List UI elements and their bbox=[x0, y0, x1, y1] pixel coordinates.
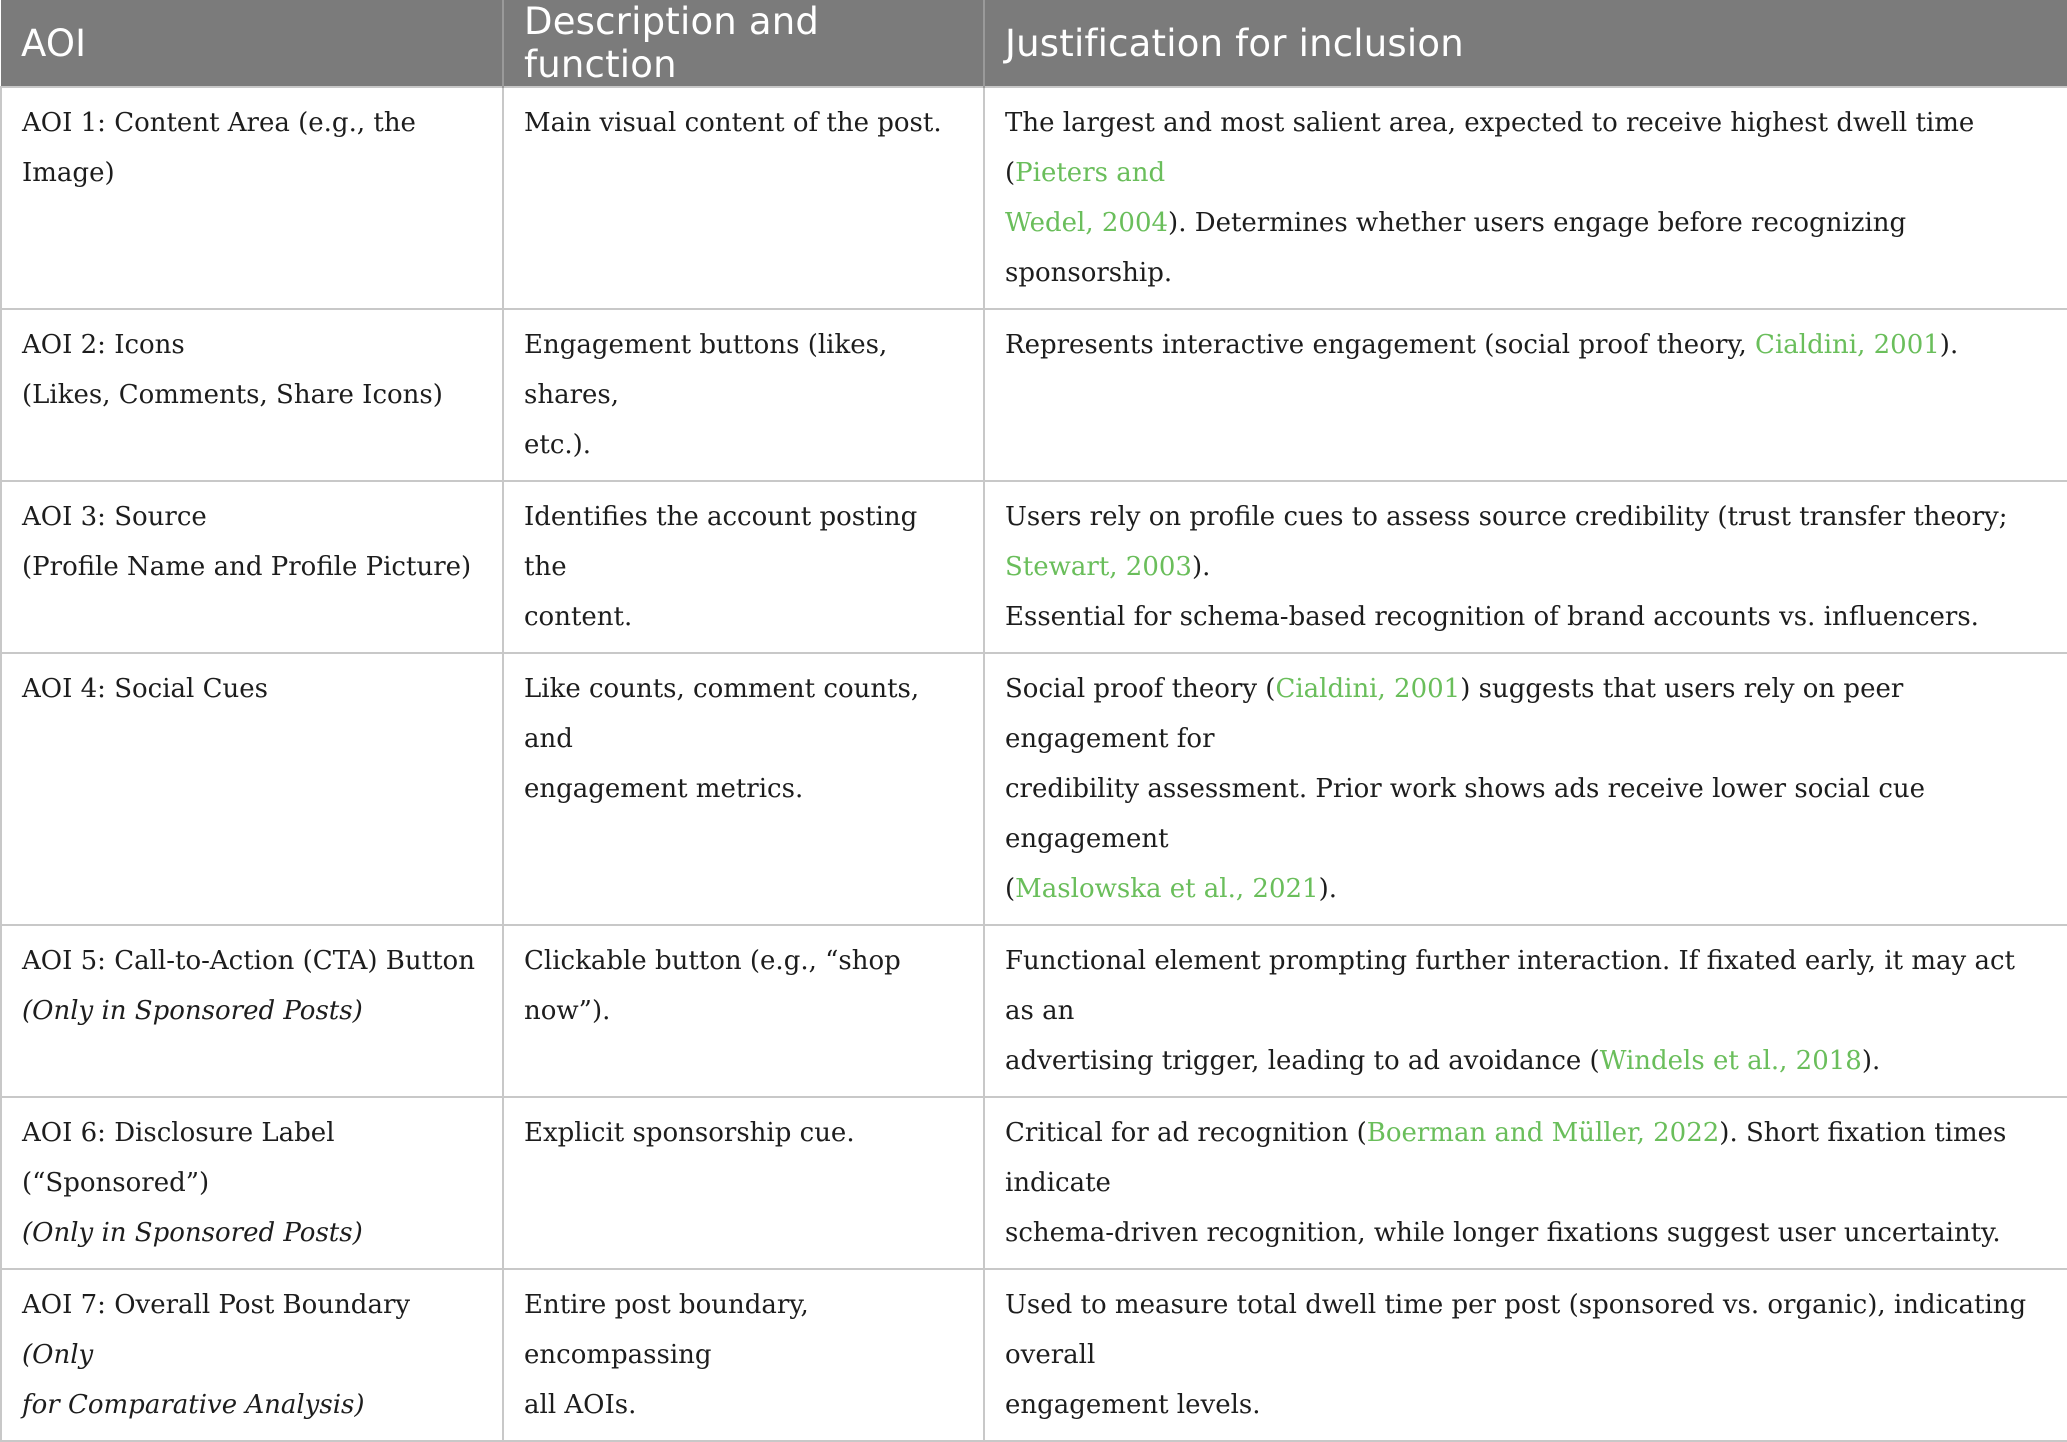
table-row bbox=[1, 1097, 2067, 1269]
aoi-cell bbox=[1, 1269, 503, 1441]
aoi-cell bbox=[1, 653, 503, 925]
description-text: Explicit sponsorship cue. bbox=[524, 1118, 855, 1148]
aoi-cell bbox=[1, 481, 503, 653]
table-row bbox=[1, 653, 2067, 925]
description-text: Identifies the account posting the bbox=[524, 502, 918, 582]
table-header bbox=[1, 0, 2067, 87]
aoi-cell bbox=[1, 925, 503, 1097]
description-cell bbox=[503, 309, 984, 481]
description-text: all AOIs. bbox=[524, 1390, 637, 1420]
justification-text: Critical for ad recognition ( bbox=[1005, 1118, 1367, 1148]
aoi-label: AOI 4: Social Cues bbox=[22, 674, 268, 704]
table-row bbox=[1, 87, 2067, 309]
citation-link[interactable]: Pieters and bbox=[1015, 158, 1166, 188]
table-body bbox=[1, 87, 2067, 1441]
aoi-note: for Comparative Analysis) bbox=[22, 1390, 365, 1420]
justification-cell bbox=[984, 925, 2067, 1097]
description-text: Main visual content of the post. bbox=[524, 108, 942, 138]
aoi-note: (Only in Sponsored Posts) bbox=[22, 1218, 363, 1248]
justification-text: ( bbox=[1005, 874, 1016, 904]
justification-text: ). bbox=[1939, 330, 1959, 360]
justification-text: Social proof theory ( bbox=[1005, 674, 1276, 704]
table-row bbox=[1, 925, 2067, 1097]
justification-text: engagement levels. bbox=[1005, 1390, 1261, 1420]
aoi-label: AOI 5: Call-to-Action (CTA) Button bbox=[22, 946, 475, 976]
justification-text: The largest and most salient area, expected to receive highest dwell time ( bbox=[1005, 108, 1975, 188]
aoi-label: AOI 3: Source bbox=[22, 502, 207, 532]
justification-text: schema-driven recognition, while longer fixations suggest user uncertainty. bbox=[1005, 1218, 2001, 1248]
description-text: Entire post boundary, encompassing bbox=[524, 1290, 809, 1370]
justification-cell bbox=[984, 653, 2067, 925]
description-cell bbox=[503, 87, 984, 309]
description-text: engagement metrics. bbox=[524, 774, 804, 804]
justification-cell bbox=[984, 87, 2067, 309]
table-row bbox=[1, 481, 2067, 653]
description-text: Clickable button (e.g., “shop now”). bbox=[524, 946, 901, 1026]
table-row bbox=[1, 309, 2067, 481]
justification-text: Used to measure total dwell time per post (sponsored vs. organic), indicating overall bbox=[1005, 1290, 2027, 1370]
description-cell bbox=[503, 653, 984, 925]
header-row bbox=[1, 0, 2067, 87]
aoi-label: AOI 6: Disclosure Label (“Sponsored”) bbox=[22, 1118, 335, 1198]
justification-text: advertising trigger, leading to ad avoidance ( bbox=[1005, 1046, 1600, 1076]
aoi-label: AOI 2: Icons bbox=[22, 330, 185, 360]
justification-text: ). Short fixation times indicate bbox=[1005, 1118, 2007, 1198]
justification-cell bbox=[984, 1269, 2067, 1441]
citation-link[interactable]: Windels et al., 2018 bbox=[1599, 1046, 1862, 1076]
justification-text: ). bbox=[1318, 874, 1338, 904]
header-justification: Justification for inclusion bbox=[984, 0, 2067, 87]
aoi-label: AOI 7: Overall Post Boundary bbox=[22, 1290, 411, 1320]
citation-link[interactable]: Boerman and Müller, 2022 bbox=[1366, 1118, 1720, 1148]
aoi-note: (Only in Sponsored Posts) bbox=[22, 996, 363, 1026]
aoi-cell bbox=[1, 87, 503, 309]
description-text: etc.). bbox=[524, 430, 592, 460]
justification-text: ) suggests that users rely on peer engagement for bbox=[1005, 674, 1904, 754]
citation-link[interactable]: Maslowska et al., 2021 bbox=[1015, 874, 1319, 904]
description-cell bbox=[503, 1269, 984, 1441]
aoi-note: (Only bbox=[22, 1340, 94, 1370]
justification-text: ). bbox=[1191, 552, 1211, 582]
aoi-sublabel: (Likes, Comments, Share Icons) bbox=[22, 380, 443, 410]
justification-cell bbox=[984, 481, 2067, 653]
justification-text: credibility assessment. Prior work shows ads receive lower social cue engagement bbox=[1005, 774, 1926, 854]
description-cell bbox=[503, 1097, 984, 1269]
description-cell bbox=[503, 925, 984, 1097]
header-aoi: AOI bbox=[1, 0, 503, 87]
citation-link[interactable]: Wedel, 2004 bbox=[1005, 208, 1169, 238]
justification-text: ). Determines whether users engage before recognizing sponsorship. bbox=[1005, 208, 1907, 288]
citation-link[interactable]: Cialdini, 2001 bbox=[1755, 330, 1940, 360]
aoi-sublabel: (Profile Name and Profile Picture) bbox=[22, 552, 472, 582]
justification-cell bbox=[984, 309, 2067, 481]
header-description: Description and function bbox=[503, 0, 984, 87]
justification-text: Users rely on profile cues to assess source credibility (trust transfer theory; bbox=[1005, 502, 2008, 532]
citation-link[interactable]: Cialdini, 2001 bbox=[1275, 674, 1461, 704]
table-row bbox=[1, 1269, 2067, 1441]
description-cell bbox=[503, 481, 984, 653]
aoi-label: AOI 1: Content Area (e.g., the Image) bbox=[22, 108, 416, 188]
justification-text: ). bbox=[1861, 1046, 1881, 1076]
description-text: Like counts, comment counts, and bbox=[524, 674, 920, 754]
justification-text: Represents interactive engagement (social proof theory, bbox=[1005, 330, 1756, 360]
description-text: Engagement buttons (likes, shares, bbox=[524, 330, 888, 410]
description-text: content. bbox=[524, 602, 633, 632]
justification-text: Functional element prompting further interaction. If fixated early, it may act as an bbox=[1005, 946, 2015, 1026]
justification-text: Essential for schema-based recognition of brand accounts vs. influencers. bbox=[1005, 602, 1979, 632]
aoi-cell bbox=[1, 1097, 503, 1269]
justification-cell bbox=[984, 1097, 2067, 1269]
aoi-cell bbox=[1, 309, 503, 481]
citation-link[interactable]: Stewart, 2003 bbox=[1005, 552, 1192, 582]
